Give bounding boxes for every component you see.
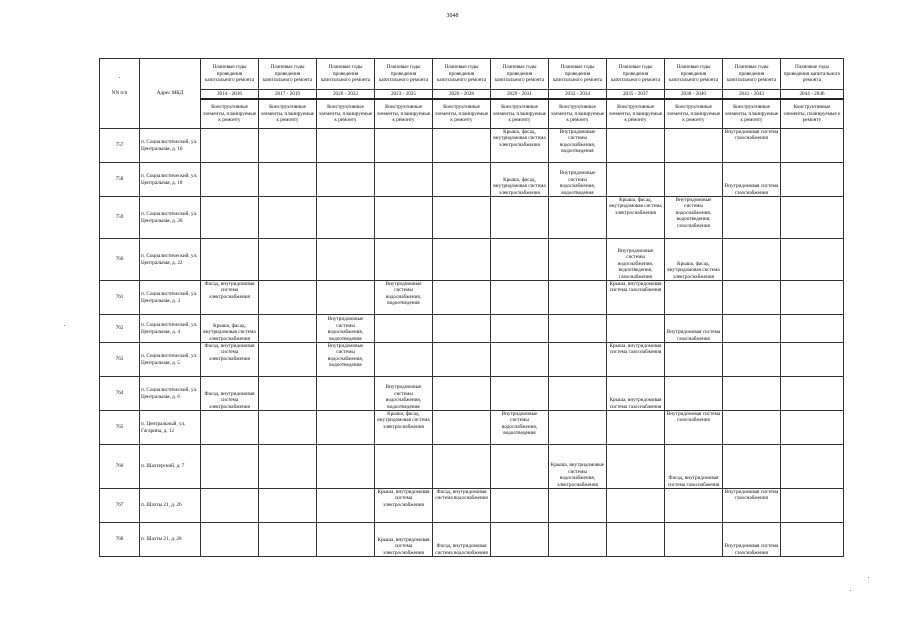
row-address: п. Социалистический, ул. Центральная, д. 18	[140, 163, 201, 197]
repair-cell-2032-2034	[549, 377, 607, 411]
repair-cell-2014-2016: Фасад, внутридомовая система электроснабжения	[201, 377, 259, 411]
address-header: Адрес МКД	[140, 59, 201, 129]
plan-header: Плановые годы проведения капитального ремонта	[375, 59, 433, 90]
repair-cell-2029-2031	[491, 523, 549, 557]
repair-cell-2026-2028: Фасад, внутридомовая система водоснабжения	[433, 489, 491, 523]
repair-cell-2038-2040: Внутридомовая система газоснабжения	[665, 315, 723, 343]
repair-cell-2029-2031: Крыша, фасад, внутридомовая система электроснабжения	[491, 129, 549, 163]
repair-cell-2032-2034	[549, 281, 607, 315]
period-2044-2046: 2044 - 2046	[781, 90, 844, 99]
repair-cell-2035-2037: Крыша, внутридомовая система газоснабжения	[607, 343, 665, 377]
row-address: п. Социалистический, ул. Центральная, д. 5	[140, 343, 201, 377]
repair-cell-2035-2037	[607, 163, 665, 197]
repair-cell-2029-2031	[491, 239, 549, 281]
repair-cell-2026-2028	[433, 197, 491, 239]
repair-cell-2038-2040	[665, 163, 723, 197]
repair-cell-2020-2022	[317, 445, 375, 489]
elements-header: Конструктивные элементы, планируемые к ремонту	[375, 99, 433, 129]
repair-cell-2044-2046	[781, 315, 844, 343]
table-row	[100, 523, 844, 557]
repair-cell-2017-2019	[259, 411, 317, 445]
repair-cell-2041-2043	[723, 377, 781, 411]
table-row	[100, 281, 844, 315]
elements-header: Конструктивные элементы, планируемые к ремонту	[781, 99, 844, 129]
repair-cell-2026-2028	[433, 343, 491, 377]
repair-cell-2023-2025: Крыша, внутридомовая система электроснабжения	[375, 489, 433, 523]
row-number: 763	[100, 343, 140, 377]
table-row	[100, 343, 844, 377]
repair-cell-2026-2028	[433, 377, 491, 411]
repair-cell-2020-2022	[317, 523, 375, 557]
elements-header: Конструктивные элементы, планируемые к ремонту	[607, 99, 665, 129]
repair-cell-2017-2019	[259, 445, 317, 489]
table-row	[100, 445, 844, 489]
repair-cell-2044-2046	[781, 129, 844, 163]
repair-cell-2044-2046	[781, 197, 844, 239]
row-number: 759	[100, 197, 140, 239]
plan-header: Плановые годы проведения капитального ремонта	[259, 59, 317, 90]
repair-cell-2044-2046	[781, 411, 844, 445]
repair-cell-2029-2031	[491, 377, 549, 411]
repair-schedule-table	[99, 58, 844, 557]
repair-cell-2041-2043	[723, 197, 781, 239]
repair-cell-2023-2025: Внутридомовые системы водоснабжения, водоотведения	[375, 281, 433, 315]
repair-cell-2020-2022	[317, 197, 375, 239]
repair-cell-2017-2019	[259, 343, 317, 377]
period-2014-2016: 2014 - 2016	[201, 90, 259, 99]
repair-cell-2023-2025	[375, 163, 433, 197]
repair-cell-2029-2031	[491, 445, 549, 489]
row-number: 768	[100, 523, 140, 557]
repair-cell-2044-2046	[781, 239, 844, 281]
repair-cell-2017-2019	[259, 163, 317, 197]
row-number: 765	[100, 411, 140, 445]
elements-header: Конструктивные элементы, планируемые к ремонту	[491, 99, 549, 129]
repair-cell-2026-2028	[433, 411, 491, 445]
repair-cell-2041-2043: Внутридомовая система газоснабжения	[723, 163, 781, 197]
repair-cell-2038-2040: Внутридомовая система газоснабжения	[665, 411, 723, 445]
repair-cell-2014-2016	[201, 239, 259, 281]
repair-cell-2035-2037: Крыша, фасад, внутридомовая система электроснабжения	[607, 197, 665, 239]
repair-cell-2044-2046	[781, 343, 844, 377]
repair-cell-2038-2040	[665, 281, 723, 315]
repair-cell-2023-2025	[375, 445, 433, 489]
repair-cell-2023-2025	[375, 129, 433, 163]
repair-cell-2041-2043	[723, 343, 781, 377]
repair-cell-2044-2046	[781, 445, 844, 489]
num-header: NN п/п	[100, 59, 140, 129]
page-number: 3048	[446, 13, 459, 19]
row-address: п. Центральный, ул. Гагарина, д. 12	[140, 411, 201, 445]
repair-cell-2032-2034	[549, 315, 607, 343]
plan-header: Плановые годы проведения капитального ремонта	[201, 59, 259, 90]
elements-header: Конструктивные элементы, планируемые к ремонту	[259, 99, 317, 129]
period-2020-2022: 2020 - 2022	[317, 90, 375, 99]
repair-cell-2020-2022	[317, 489, 375, 523]
repair-cell-2038-2040: Внутридомовые системы водоснабжения, водоотведения, газоснабжения	[665, 197, 723, 239]
repair-cell-2038-2040	[665, 523, 723, 557]
elements-header: Конструктивные элементы, планируемые к ремонту	[433, 99, 491, 129]
repair-cell-2017-2019	[259, 281, 317, 315]
plan-header: Плановые годы проведения капитального ремонта	[665, 59, 723, 90]
plan-header: Плановые годы проведения капитального ремонта	[549, 59, 607, 90]
row-number: 764	[100, 377, 140, 411]
elements-header: Конструктивные элементы, планируемые к ремонту	[665, 99, 723, 129]
repair-cell-2014-2016	[201, 445, 259, 489]
repair-cell-2029-2031	[491, 343, 549, 377]
repair-cell-2017-2019	[259, 129, 317, 163]
repair-cell-2026-2028	[433, 129, 491, 163]
table-row	[100, 489, 844, 523]
repair-cell-2032-2034: Крыша, внутридомовые системы водоснабжения, электроснабжения	[549, 445, 607, 489]
elements-header: Конструктивные элементы, планируемые к ремонту	[723, 99, 781, 129]
repair-cell-2029-2031: Внутридомовые системы водоснабжения, водоотведения	[491, 411, 549, 445]
repair-cell-2038-2040	[665, 343, 723, 377]
repair-cell-2041-2043	[723, 281, 781, 315]
plan-header: Плановые годы проведения капитального ремонта	[607, 59, 665, 90]
repair-cell-2041-2043: Внутридомовая система газоснабжения	[723, 129, 781, 163]
repair-cell-2020-2022	[317, 411, 375, 445]
repair-cell-2035-2037: Внутридомовые системы водоснабжения, водоотведения, газоснабжения	[607, 239, 665, 281]
repair-cell-2014-2016	[201, 489, 259, 523]
elements-header: Конструктивные элементы, планируемые к ремонту	[201, 99, 259, 129]
repair-cell-2038-2040: Крыша, фасад, внутридомовая система электроснабжения	[665, 239, 723, 281]
repair-cell-2014-2016	[201, 129, 259, 163]
row-number: 762	[100, 315, 140, 343]
repair-cell-2041-2043	[723, 315, 781, 343]
table-row	[100, 197, 844, 239]
repair-cell-2038-2040	[665, 129, 723, 163]
repair-cell-2014-2016	[201, 411, 259, 445]
repair-cell-2017-2019	[259, 489, 317, 523]
repair-cell-2020-2022: Внутридомовые системы водоснабжения, водоотведения	[317, 343, 375, 377]
repair-cell-2035-2037	[607, 523, 665, 557]
repair-cell-2017-2019	[259, 377, 317, 411]
plan-header: Плановые годы проведения капитального ремонта	[781, 59, 844, 90]
plan-header: Плановые годы проведения капитального ремонта	[491, 59, 549, 90]
row-address: п. Шахтерский, д. 7	[140, 445, 201, 489]
repair-cell-2041-2043: Внутридомовая система газоснабжения	[723, 489, 781, 523]
repair-cell-2029-2031: Крыша, фасад, внутридомовая система электроснабжения	[491, 163, 549, 197]
repair-cell-2020-2022	[317, 239, 375, 281]
repair-cell-2032-2034	[549, 411, 607, 445]
period-2023-2025: 2023 - 2025	[375, 90, 433, 99]
repair-cell-2026-2028	[433, 445, 491, 489]
repair-cell-2035-2037	[607, 411, 665, 445]
repair-cell-2026-2028	[433, 315, 491, 343]
repair-cell-2035-2037: Крыша, внутридомовая система газоснабжения	[607, 377, 665, 411]
period-2041-2043: 2041 - 2043	[723, 90, 781, 99]
row-address: п. Социалистический, ул. Центральная, д. 4	[140, 315, 201, 343]
repair-cell-2032-2034	[549, 197, 607, 239]
repair-cell-2038-2040	[665, 489, 723, 523]
row-address: п. Социалистический, ул. Центральная, д. 20	[140, 197, 201, 239]
row-address: п. Шахты 21, д. 28	[140, 523, 201, 557]
repair-cell-2020-2022	[317, 129, 375, 163]
repair-cell-2023-2025: Крыша, фасад, внутридомовая система электроснабжения	[375, 411, 433, 445]
repair-cell-2035-2037	[607, 489, 665, 523]
repair-cell-2017-2019	[259, 197, 317, 239]
table-row	[100, 315, 844, 343]
repair-cell-2029-2031	[491, 197, 549, 239]
repair-cell-2041-2043: Внутридомовая система газоснабжения	[723, 523, 781, 557]
repair-cell-2023-2025	[375, 343, 433, 377]
repair-cell-2041-2043	[723, 239, 781, 281]
row-number: 766	[100, 445, 140, 489]
repair-cell-2020-2022	[317, 163, 375, 197]
repair-cell-2020-2022	[317, 377, 375, 411]
repair-cell-2014-2016: Крыша, фасад, внутридомовая система электроснабжения	[201, 315, 259, 343]
period-2032-2034: 2032 - 2034	[549, 90, 607, 99]
repair-cell-2026-2028	[433, 239, 491, 281]
row-number: 761	[100, 281, 140, 315]
repair-cell-2038-2040	[665, 377, 723, 411]
repair-cell-2023-2025	[375, 197, 433, 239]
repair-cell-2026-2028	[433, 163, 491, 197]
elements-header: Конструктивные элементы, планируемые к ремонту	[549, 99, 607, 129]
repair-cell-2020-2022: Внутридомовые системы водоснабжения, водоотведения	[317, 315, 375, 343]
repair-cell-2017-2019	[259, 315, 317, 343]
row-address: п. Шахты 21, д. 26	[140, 489, 201, 523]
repair-cell-2029-2031	[491, 489, 549, 523]
repair-cell-2014-2016: Фасад, внутридомовая система электроснабжения	[201, 281, 259, 315]
row-address: п. Социалистический, ул. Центральная, д. 3	[140, 281, 201, 315]
row-number: 767	[100, 489, 140, 523]
repair-cell-2014-2016: Фасад, внутридомовая система электроснабжения	[201, 343, 259, 377]
repair-cell-2032-2034	[549, 239, 607, 281]
repair-cell-2023-2025: Внутридомовые системы водоснабжения, водоотведения	[375, 377, 433, 411]
row-address: п. Социалистический, ул. Центральная, д. 22	[140, 239, 201, 281]
repair-cell-2032-2034	[549, 489, 607, 523]
repair-cell-2017-2019	[259, 523, 317, 557]
repair-cell-2041-2043	[723, 411, 781, 445]
repair-cell-2029-2031	[491, 281, 549, 315]
row-address: п. Социалистический, ул. Центральная, д. 16	[140, 129, 201, 163]
repair-cell-2044-2046	[781, 281, 844, 315]
table-row	[100, 411, 844, 445]
row-number: 760	[100, 239, 140, 281]
repair-cell-2017-2019	[259, 239, 317, 281]
table-row	[100, 239, 844, 281]
repair-cell-2044-2046	[781, 163, 844, 197]
period-2026-2028: 2026 - 2028	[433, 90, 491, 99]
repair-cell-2041-2043	[723, 445, 781, 489]
repair-cell-2035-2037	[607, 129, 665, 163]
table-row	[100, 377, 844, 411]
row-number: 757	[100, 129, 140, 163]
row-number: 758	[100, 163, 140, 197]
repair-cell-2044-2046	[781, 489, 844, 523]
repair-cell-2035-2037	[607, 315, 665, 343]
period-2017-2019: 2017 - 2019	[259, 90, 317, 99]
repair-cell-2044-2046	[781, 377, 844, 411]
repair-cell-2032-2034: Внутридомовые системы водоснабжения, водоотведения	[549, 163, 607, 197]
period-2035-2037: 2035 - 2037	[607, 90, 665, 99]
repair-cell-2038-2040: Фасад, внутридомовая система газоснабжения	[665, 445, 723, 489]
repair-cell-2023-2025	[375, 315, 433, 343]
repair-cell-2026-2028	[433, 281, 491, 315]
repair-cell-2023-2025: Крыша, внутридомовая система электроснабжения	[375, 523, 433, 557]
repair-cell-2032-2034	[549, 343, 607, 377]
repair-cell-2035-2037: Крыша, внутридомовая система газоснабжения	[607, 281, 665, 315]
table-row	[100, 163, 844, 197]
repair-cell-2035-2037	[607, 445, 665, 489]
repair-cell-2032-2034	[549, 523, 607, 557]
plan-header: Плановые годы проведения капитального ремонта	[317, 59, 375, 90]
plan-header: Плановые годы проведения капитального ремонта	[433, 59, 491, 90]
table-row	[100, 129, 844, 163]
repair-cell-2014-2016	[201, 523, 259, 557]
elements-header: Конструктивные элементы, планируемые к ремонту	[317, 99, 375, 129]
period-2038-2040: 2038 - 2040	[665, 90, 723, 99]
repair-cell-2023-2025	[375, 239, 433, 281]
row-address: п. Социалистический, ул. Центральная, д. 6	[140, 377, 201, 411]
period-2029-2031: 2029 - 2031	[491, 90, 549, 99]
repair-cell-2014-2016	[201, 163, 259, 197]
repair-cell-2029-2031	[491, 315, 549, 343]
repair-cell-2026-2028: Фасад, внутридомовая система водоснабжения	[433, 523, 491, 557]
repair-cell-2020-2022	[317, 281, 375, 315]
repair-cell-2044-2046	[781, 523, 844, 557]
repair-cell-2032-2034: Внутридомовые системы водоснабжения, водоотведения	[549, 129, 607, 163]
repair-cell-2014-2016	[201, 197, 259, 239]
plan-header: Плановые годы проведения капитального ремонта	[723, 59, 781, 90]
